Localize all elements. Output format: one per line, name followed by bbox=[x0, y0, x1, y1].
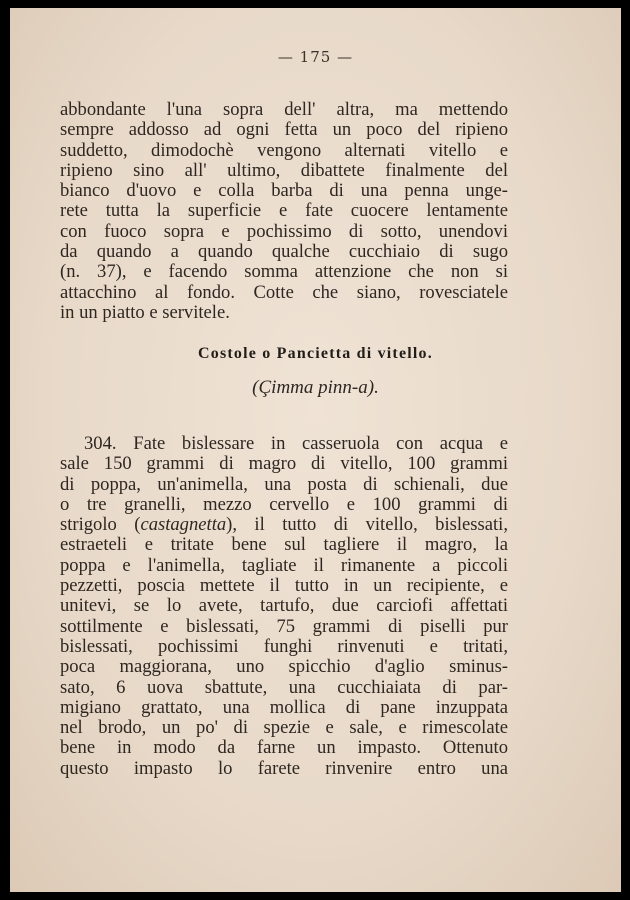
text-line: attacchino al fondo. Cotte che siano, rovesciatele bbox=[60, 281, 508, 303]
text-line: (n. 37), e facendo somma attenzione che non si bbox=[60, 261, 508, 283]
text-line: migiano grattato, una mollica di pane inzuppata bbox=[60, 696, 508, 718]
text-line: ripieno sino all' ultimo, dibattete finalmente del bbox=[60, 159, 508, 181]
text-line: nel brodo, un po' di spezie e sale, e rimescolate bbox=[60, 717, 508, 739]
text-line: bianco d'uovo e colla barba di una penna unge- bbox=[60, 180, 508, 202]
text-line: suddetto, dimodochè vengono alternati vitello e bbox=[60, 139, 508, 161]
text-line: sottilmente e bislessati, 75 grammi di piselli pur bbox=[60, 615, 508, 637]
text-line: rete tutta la superficie e fate cuocere lentamente bbox=[60, 200, 508, 222]
text-line: abbondante l'una sopra dell' altra, ma mettendo bbox=[60, 99, 508, 120]
text-segment: ), il tutto di vitello, bislessati, bbox=[226, 514, 508, 536]
text-line: unitevi, se lo avete, tartufo, due carciofi affettati bbox=[60, 595, 508, 617]
text-line: pezzetti, poscia mettete il tutto in un recipiente, e bbox=[60, 575, 508, 597]
text-line: sale 150 grammi di magro di vitello, 100 grammi bbox=[60, 453, 508, 475]
text-line: sato, 6 uova sbattute, una cucchiaiata di par- bbox=[60, 676, 508, 698]
recipe-subtitle: (Çimma pinn-a). bbox=[252, 377, 379, 398]
text-line: bislessati, pochissimi funghi rinvenuti e tritati, bbox=[60, 635, 508, 657]
recipe-paragraph bbox=[60, 434, 508, 779]
text-line: di poppa, un'animella, una posta di schienali, due bbox=[60, 473, 508, 495]
text-line: poppa e l'animella, tagliate il rimanente a piccoli bbox=[60, 554, 508, 576]
text-line: estraeteli e tritate bene sul tagliere il magro, la bbox=[60, 534, 508, 556]
page-number: — 175 — bbox=[277, 48, 354, 66]
text-line: poca maggiorana, uno spicchio d'aglio sminus- bbox=[60, 656, 508, 678]
text-line: da quando a quando qualche cucchiaio di sugo bbox=[60, 241, 508, 263]
text-line: bene in modo da farne un impasto. Ottenuto bbox=[60, 737, 508, 759]
text-line: questo impasto lo farete rinvenire entro una bbox=[60, 757, 508, 779]
text-line: 304. Fate bislessare in casseruola con acqua e bbox=[84, 433, 508, 454]
text-line bbox=[60, 515, 508, 535]
text-segment: strigolo ( bbox=[60, 514, 141, 536]
recipe-title: Costole o Pancietta di vitello. bbox=[198, 345, 433, 362]
text-line: con fuoco sopra e pochissimo di sotto, unendovi bbox=[60, 220, 508, 242]
text-line: o tre granelli, mezzo cervello e 100 grammi di bbox=[60, 493, 508, 515]
text-line: sempre addosso ad ogni fetta un poco del ripieno bbox=[60, 119, 508, 141]
text-line: in un piatto e servitele. bbox=[60, 301, 230, 323]
italic-term: castagnetta bbox=[140, 514, 227, 536]
book-page bbox=[10, 8, 621, 892]
paragraph-continuation bbox=[60, 100, 508, 323]
